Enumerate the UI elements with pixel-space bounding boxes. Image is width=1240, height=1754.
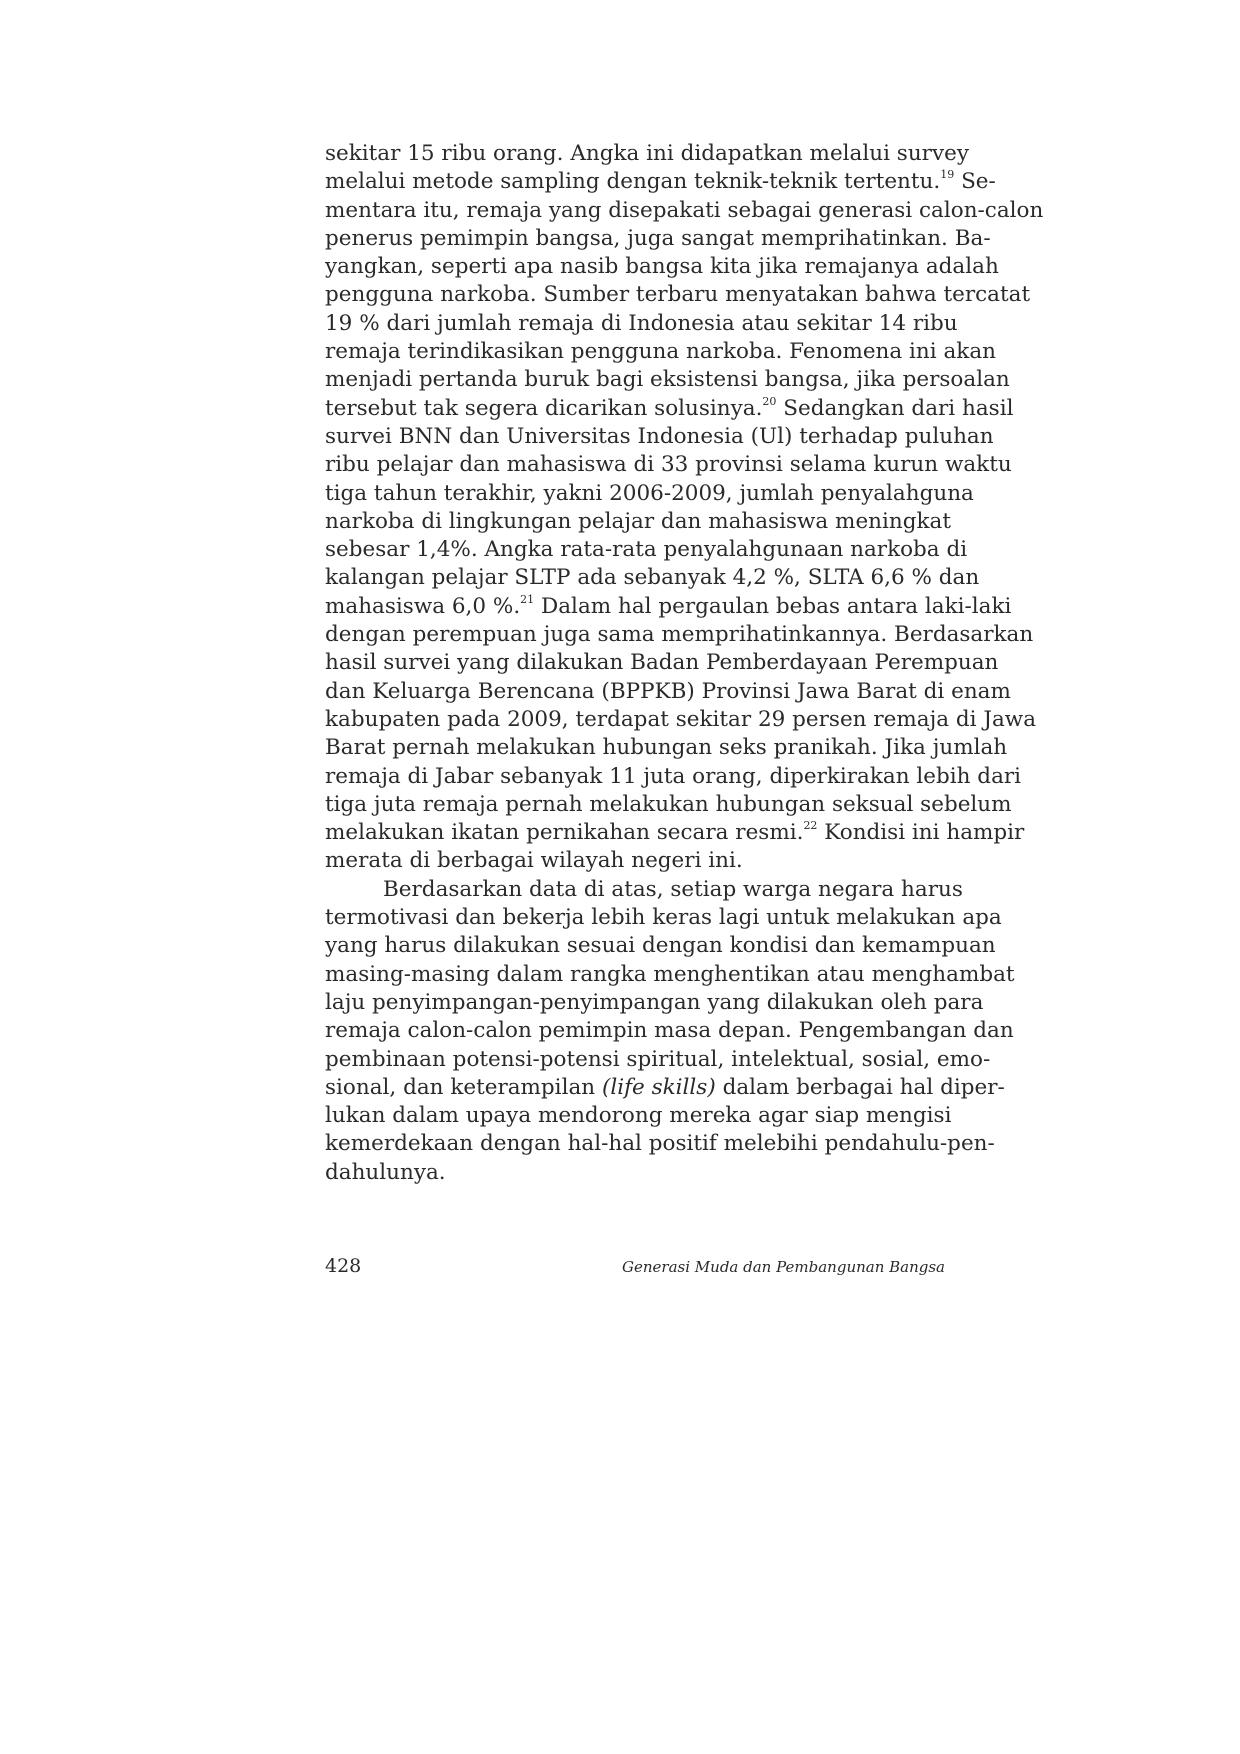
text-line: kemerdekaan dengan hal-hal positif melebihi pendahulu-pen- [325,1131,995,1157]
text-line: melalui metode sampling dengan teknik-teknik tertentu.$^{19}$ Se- [325,168,996,195]
text-line: hasil survei yang dilakukan Badan Pemberdayaan Perempuan [325,650,999,676]
italic-term: (life skills) [601,1074,716,1100]
text-line: masing-masing dalam rangka menghentikan atau menghambat [325,961,1015,987]
text-line: mahasiswa 6,0 %.$^{21}$ Dalam hal pergaulan bebas antara laki-laki [325,592,1012,619]
text-line: 19 % dari jumlah remaja di Indonesia atau sekitar 14 ribu [325,310,958,336]
paragraph-2 [325,876,1015,1187]
text-line: dengan perempuan juga sama memprihatinkannya. Berdasarkan [325,622,1034,648]
text-line: survei BNN dan Universitas Indonesia (Ul) terhadap puluhan [325,423,994,449]
footnote-ref-19: 19 [940,168,955,182]
text-line: yang harus dilakukan sesuai dengan kondisi dan kemampuan [325,933,996,959]
text-line: ribu pelajar dan mahasiswa di 33 provinsi selama kurun waktu [325,452,1012,478]
running-title: Generasi Muda dan Pembangunan Bangsa [622,1258,945,1276]
text-line: yangkan, seperti apa nasib bangsa kita jika remajanya adalah [325,254,999,280]
text-line: laju penyimpangan-penyimpangan yang dilakukan oleh para [325,989,984,1015]
text-line: tiga tahun terakhir, yakni 2006-2009, jumlah penyalahguna [325,480,974,506]
text-line: Barat pernah melakukan hubungan seks pranikah. Jika jumlah [325,735,1008,761]
page-number: 428 [325,1255,362,1277]
footnote-ref-21: 21 [520,592,535,606]
footnote-ref-20: 20 [762,394,777,408]
text-line: penerus pemimpin bangsa, juga sangat memprihatinkan. Ba- [325,225,991,251]
text-line: tersebut tak segera dicarikan solusinya.$^{20}$ Sedangkan dari hasil [325,394,1014,421]
paragraph-1 [325,140,1044,876]
text-line: dan Keluarga Berencana (BPPKB) Provinsi Jawa Barat di enam [325,678,1011,704]
text-line: remaja terindikasikan pengguna narkoba. Fenomena ini akan [325,339,996,365]
page-body [325,140,1044,1187]
footnote-ref-22: 22 [803,819,818,833]
text-line: merata di berbagai wilayah negeri ini. [325,848,743,874]
text-line: dahulunya. [325,1159,446,1185]
text-line: sekitar 15 ribu orang. Angka ini didapatkan melalui survey [325,141,969,166]
text-line: mentara itu, remaja yang disepakati sebagai generasi calon-calon [325,197,1044,223]
text-line: termotivasi dan bekerja lebih keras lagi untuk melakukan apa [325,905,1002,931]
text-line: kabupaten pada 2009, terdapat sekitar 29 persen remaja di Jawa [325,706,1037,732]
text-line: Berdasarkan data di atas, setiap warga negara harus [383,876,963,902]
text-line: kalangan pelajar SLTP ada sebanyak 4,2 %, SLTA 6,6 % dan [325,565,980,591]
text-line: remaja calon-calon pemimpin masa depan. Pengembangan dan [325,1018,1014,1044]
text-line: menjadi pertanda buruk bagi eksistensi bangsa, jika persoalan [325,367,1010,393]
text-line: tiga juta remaja pernah melakukan hubungan seksual sebelum [325,791,1012,817]
text-line: pembinaan potensi-potensi spiritual, intelektual, sosial, emo- [325,1046,991,1072]
text-line: lukan dalam upaya mendorong mereka agar siap mengisi [325,1103,952,1129]
text-line: pengguna narkoba. Sumber terbaru menyatakan bahwa tercatat [325,282,1031,308]
page-footer [325,1255,945,1277]
text-line: narkoba di lingkungan pelajar dan mahasiswa meningkat [325,508,951,534]
text-line: sional, dan keterampilan (life skills) dalam berbagai hal diper- [325,1074,1005,1100]
text-line: sebesar 1,4%. Angka rata-rata penyalahgunaan narkoba di [325,537,968,563]
text-line: remaja di Jabar sebanyak 11 juta orang, diperkirakan lebih dari [325,763,1022,789]
text-line: melakukan ikatan pernikahan secara resmi.$^{22}$ Kondisi ini hampir [325,819,1025,846]
